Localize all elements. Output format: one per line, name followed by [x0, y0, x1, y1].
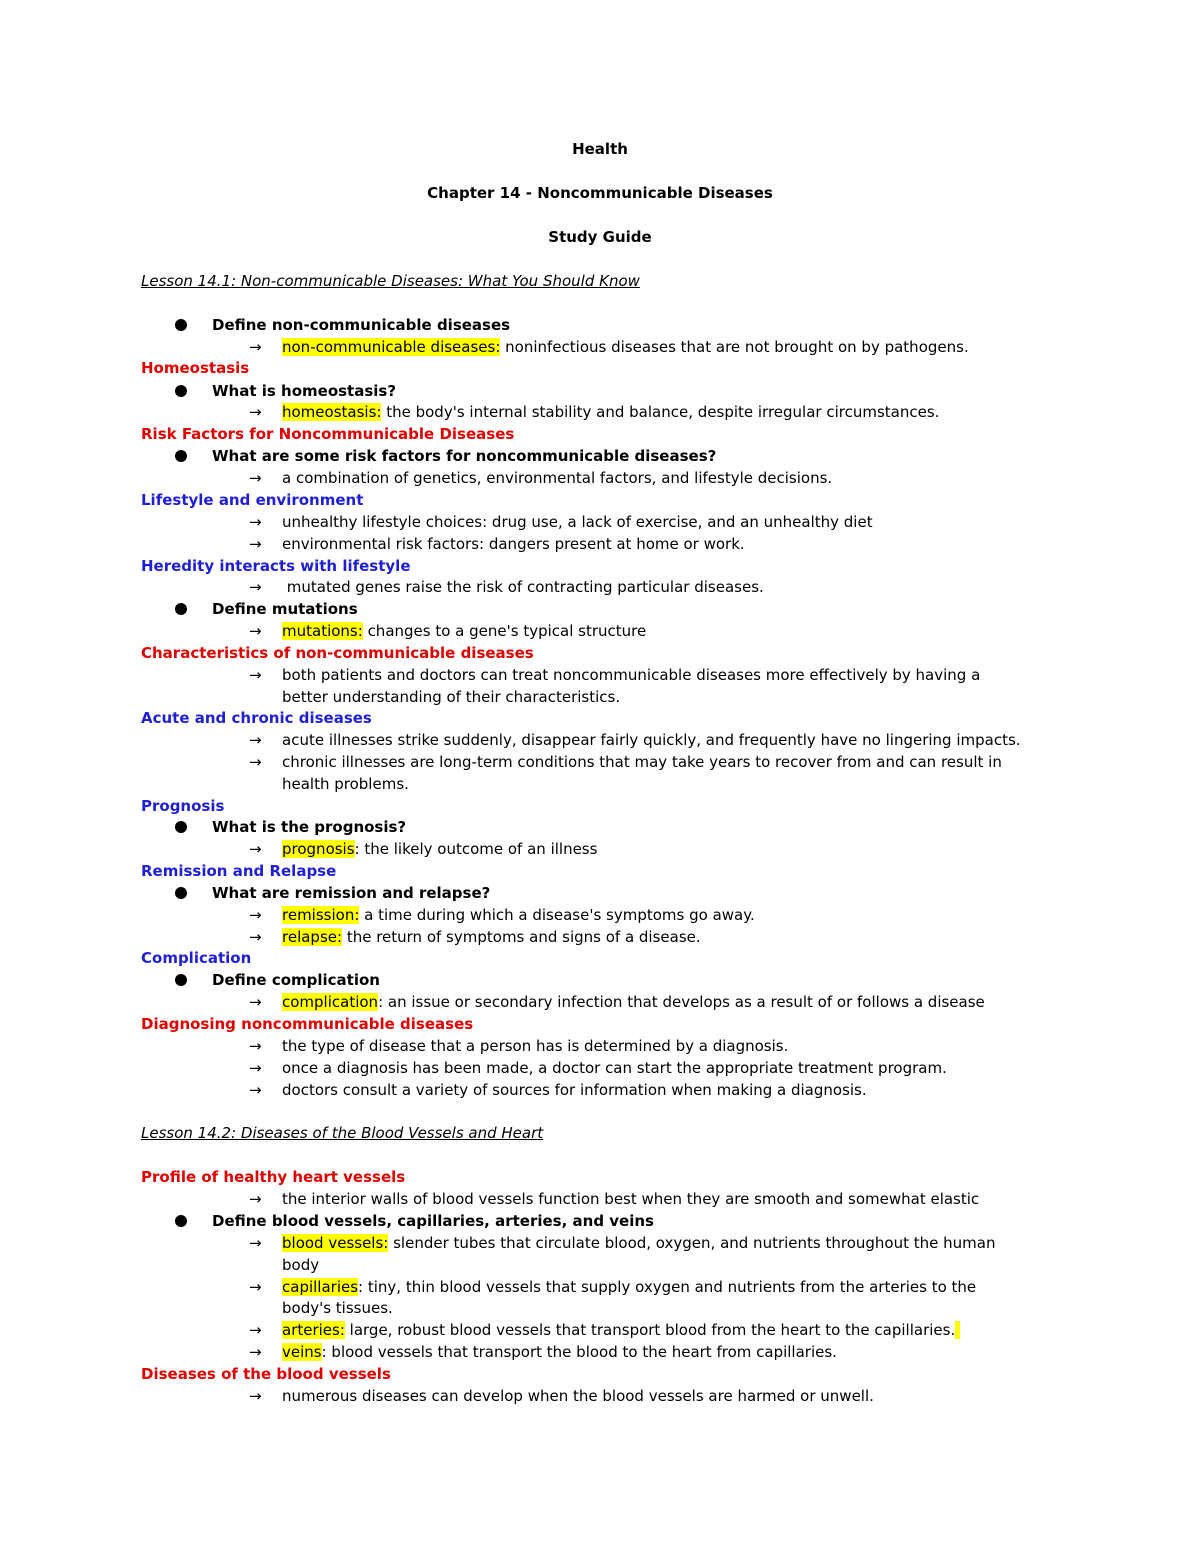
section-heading: Homeostasis [141, 359, 250, 377]
question-bullet: Define mutations [175, 599, 358, 619]
lesson-heading: Lesson 14.2: Diseases of the Blood Vessels and Heart [141, 1124, 544, 1142]
highlighted-term: remission: [282, 906, 360, 924]
arrow-icon: → [249, 906, 262, 924]
section-heading: Characteristics of non-communicable diseases [141, 644, 534, 662]
bullet-icon [175, 319, 187, 331]
question-bullet: What is homeostasis? [175, 381, 396, 401]
question-bullet: Define non-communicable diseases [175, 315, 510, 335]
arrow-icon: → [249, 535, 262, 553]
arrow-icon: → [249, 469, 262, 487]
arrow-icon: → [249, 578, 262, 596]
question-bullet: What is the prognosis? [175, 817, 406, 837]
answer-line: → the type of disease that a person has is determined by a diagnosis. [249, 1037, 789, 1055]
arrow-icon: → [249, 513, 262, 531]
highlighted-term: homeostasis: [282, 403, 382, 421]
section-heading: Profile of healthy heart vessels [141, 1168, 406, 1186]
arrow-icon: → [249, 753, 262, 771]
answer-line: → relapse: the return of symptoms and signs of a disease. [249, 928, 701, 946]
answer-line: → once a diagnosis has been made, a doctor can start the appropriate treatment program. [249, 1059, 947, 1077]
arrow-icon: → [249, 622, 262, 640]
subsection-heading: Heredity interacts with lifestyle [141, 557, 411, 575]
answer-continuation: body [282, 1256, 320, 1274]
highlighted-term: mutations: [282, 622, 363, 640]
answer-line: → chronic illnesses are long-term conditions that may take years to recover from and can result in [249, 753, 1002, 771]
section-heading: Diagnosing noncommunicable diseases [141, 1015, 474, 1033]
highlighted-term: relapse: [282, 928, 343, 946]
highlighted-term: complication [282, 993, 379, 1011]
arrow-icon: → [249, 1321, 262, 1339]
answer-line: → the interior walls of blood vessels function best when they are smooth and somewhat elastic [249, 1190, 980, 1208]
highlight-mark [955, 1321, 960, 1339]
highlighted-term: blood vessels: [282, 1234, 389, 1252]
answer-line: → mutated genes raise the risk of contracting particular diseases. [249, 578, 764, 596]
answer-line: → capillaries: tiny, thin blood vessels that supply oxygen and nutrients from the arteries to the [249, 1278, 977, 1296]
highlighted-term: prognosis [282, 840, 355, 858]
highlighted-term: non-communicable diseases: [282, 338, 501, 356]
answer-line: → acute illnesses strike suddenly, disappear fairly quickly, and frequently have no lingering impacts. [249, 731, 1021, 749]
chapter-title: Chapter 14 - Noncommunicable Diseases [427, 184, 773, 202]
arrow-icon: → [249, 338, 262, 356]
highlighted-term: veins [282, 1343, 322, 1361]
answer-line: → veins: blood vessels that transport the blood to the heart from capillaries. [249, 1343, 837, 1361]
bullet-icon [175, 603, 187, 615]
bullet-icon [175, 974, 187, 986]
answer-continuation: better understanding of their characteristics. [282, 688, 621, 706]
document-subtitle: Study Guide [548, 228, 652, 246]
answer-line: → arteries: large, robust blood vessels that transport blood from the heart to the capillaries. [249, 1320, 960, 1340]
subsection-heading: Remission and Relapse [141, 862, 337, 880]
subsection-heading: Lifestyle and environment [141, 491, 364, 509]
answer-line: → environmental risk factors: dangers present at home or work. [249, 535, 745, 553]
arrow-icon: → [249, 1190, 262, 1208]
answer-line: → homeostasis: the body's internal stability and balance, despite irregular circumstances. [249, 403, 940, 421]
answer-line: → numerous diseases can develop when the blood vessels are harmed or unwell. [249, 1387, 874, 1405]
arrow-icon: → [249, 1234, 262, 1252]
question-bullet: What are some risk factors for noncommunicable diseases? [175, 446, 716, 466]
answer-continuation: health problems. [282, 775, 409, 793]
arrow-icon: → [249, 993, 262, 1011]
subsection-heading: Prognosis [141, 797, 225, 815]
arrow-icon: → [249, 928, 262, 946]
section-heading: Diseases of the blood vessels [141, 1365, 391, 1383]
lesson-heading: Lesson 14.1: Non-communicable Diseases: What You Should Know [141, 272, 640, 290]
answer-line: → unhealthy lifestyle choices: drug use, a lack of exercise, and an unhealthy diet [249, 513, 873, 531]
answer-line: → doctors consult a variety of sources for information when making a diagnosis. [249, 1081, 867, 1099]
document-title: Health [572, 140, 628, 158]
subsection-heading: Acute and chronic diseases [141, 709, 372, 727]
answer-line: → non-communicable diseases: noninfectious diseases that are not brought on by pathogens. [249, 338, 969, 356]
arrow-icon: → [249, 1059, 262, 1077]
answer-line: → blood vessels: slender tubes that circulate blood, oxygen, and nutrients throughout the human [249, 1234, 996, 1252]
answer-continuation: body's tissues. [282, 1299, 393, 1317]
arrow-icon: → [249, 1081, 262, 1099]
answer-line: → a combination of genetics, environmental factors, and lifestyle decisions. [249, 469, 833, 487]
highlighted-term: arteries: [282, 1321, 345, 1339]
question-bullet: What are remission and relapse? [175, 883, 490, 903]
arrow-icon: → [249, 840, 262, 858]
answer-line: → prognosis: the likely outcome of an illness [249, 840, 598, 858]
arrow-icon: → [249, 731, 262, 749]
highlighted-term: capillaries [282, 1278, 359, 1296]
arrow-icon: → [249, 1387, 262, 1405]
bullet-icon [175, 887, 187, 899]
answer-line: → both patients and doctors can treat noncommunicable diseases more effectively by having a [249, 666, 981, 684]
arrow-icon: → [249, 1037, 262, 1055]
answer-line: → complication: an issue or secondary infection that develops as a result of or follows a disease [249, 993, 985, 1011]
arrow-icon: → [249, 666, 262, 684]
question-bullet: Define complication [175, 970, 380, 990]
answer-line: → mutations: changes to a gene's typical structure [249, 622, 647, 640]
subsection-heading: Complication [141, 949, 252, 967]
arrow-icon: → [249, 1343, 262, 1361]
bullet-icon [175, 1215, 187, 1227]
arrow-icon: → [249, 403, 262, 421]
bullet-icon [175, 450, 187, 462]
bullet-icon [175, 821, 187, 833]
bullet-icon [175, 385, 187, 397]
section-heading: Risk Factors for Noncommunicable Diseases [141, 425, 515, 443]
question-bullet: Define blood vessels, capillaries, arteries, and veins [175, 1211, 654, 1231]
answer-line: → remission: a time during which a disease's symptoms go away. [249, 906, 755, 924]
arrow-icon: → [249, 1278, 262, 1296]
